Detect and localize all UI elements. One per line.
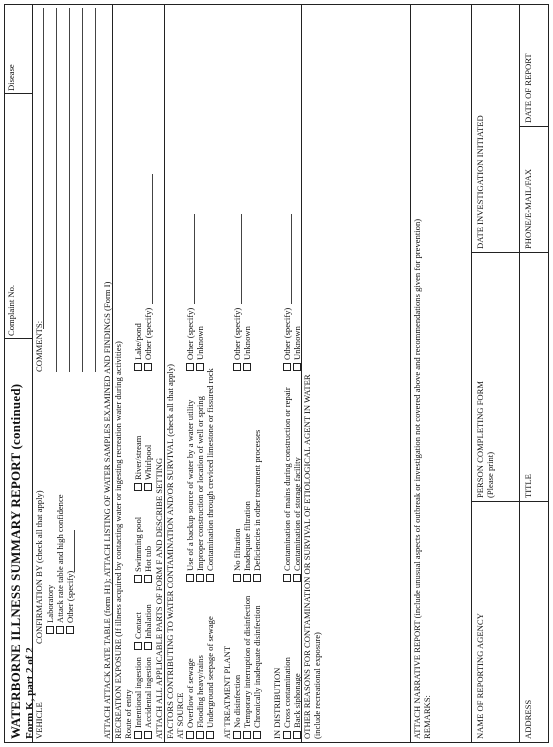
checkbox-icon	[253, 731, 261, 739]
checkbox-icon	[144, 363, 152, 371]
checkbox-label: Other (specify)	[185, 307, 195, 360]
checkbox-label: No filtration	[232, 528, 242, 571]
checkbox-label: Contamination through creviced limestone or fissured rock	[205, 368, 215, 571]
checkbox-label: Whirlpool	[143, 444, 153, 480]
checkbox-mains-contamination[interactable]	[282, 387, 292, 582]
checkbox-icon	[233, 574, 241, 582]
divider	[4, 93, 32, 94]
checkbox-label: Chronically inadequate disinfection	[252, 605, 262, 728]
checkbox-chronic-disinfection[interactable]	[252, 605, 262, 739]
checkbox-label: Laboratory	[45, 584, 55, 623]
checkbox-icon	[196, 574, 204, 582]
divider	[519, 126, 549, 127]
checkbox-icon	[144, 483, 152, 491]
checkbox-other[interactable]	[65, 571, 75, 634]
checkbox-icon	[134, 575, 142, 583]
person-completing-label: PERSON COMPLETING FORM	[475, 381, 485, 498]
checkbox-no-filtration[interactable]	[232, 528, 242, 582]
checkbox-icon	[206, 574, 214, 582]
other-specify-line[interactable]	[194, 214, 195, 304]
checkbox-label: Contamination of mains during construction or repair	[282, 387, 292, 571]
checkbox-label: Overflow of sewage	[185, 658, 195, 728]
checkbox-label: Deficiencies in other treatment processes	[252, 429, 262, 571]
checkbox-other-deficiencies[interactable]	[252, 430, 262, 582]
checkbox-inhalation[interactable]	[143, 604, 153, 650]
other-specify-line[interactable]	[291, 214, 292, 304]
checkbox-icon	[243, 574, 251, 582]
recreation-exposure-heading: RECREATION EXPOSURE (If illness acquired by contacting water or ingesting recreation water during activities)	[113, 341, 123, 739]
checkbox-icon	[196, 363, 204, 371]
comments-label: COMMENTS:	[34, 320, 44, 372]
date-initiated-label: DATE INVESTIGATION INITIATED	[475, 115, 485, 249]
title-label: TITLE	[523, 474, 533, 498]
checkbox-label: Swimming pool	[133, 516, 143, 572]
comments-line[interactable]	[43, 8, 44, 329]
checkbox-label: Other (specify)	[65, 570, 75, 623]
checkbox-label: Temporary interruption of disinfection	[242, 595, 252, 728]
checkbox-icon	[253, 574, 261, 582]
checkbox-icon	[186, 574, 194, 582]
checkbox-whirlpool[interactable]	[143, 445, 153, 491]
checkbox-icon	[46, 626, 54, 634]
checkbox-label: Underground seepage of sewage	[205, 616, 215, 728]
form-subtitle: Form K, part 2 of 2	[24, 647, 36, 739]
checkbox-no-disinfection[interactable]	[232, 675, 242, 739]
other-reasons-heading: OTHER REASONS FOR CONTAMINATION OR SURVIVAL OF ETIOLOGICAL AGENT IN WATER	[302, 374, 312, 739]
checkbox-label: No disinfection	[232, 674, 242, 728]
in-distribution-label: IN DISTRIBUTION	[272, 667, 282, 739]
checkbox-icon	[134, 731, 142, 739]
checkbox-icon	[144, 575, 152, 583]
checkbox-cross-contamination[interactable]	[282, 657, 292, 739]
checkbox-contact[interactable]	[133, 612, 143, 650]
divider	[410, 4, 411, 743]
checkbox-temporary-interruption[interactable]	[242, 596, 252, 739]
checkbox-label: Attack rate table and high confidence	[55, 494, 65, 623]
checkbox-label: Unknown	[195, 326, 205, 360]
checkbox-icon	[293, 574, 301, 582]
checkbox-icon	[233, 731, 241, 739]
checkbox-icon	[206, 731, 214, 739]
reporting-agency-label: NAME OF REPORTING AGENCY	[475, 613, 485, 739]
checkbox-label: Unknown	[242, 326, 252, 360]
checkbox-label: Contamination of storage facility	[292, 457, 302, 571]
checkbox-distribution-other[interactable]	[282, 308, 292, 371]
other-specify-line[interactable]	[74, 530, 75, 572]
checkbox-icon	[243, 731, 251, 739]
checkbox-lake-pond[interactable]	[133, 323, 143, 371]
complaint-number-label: Complaint No.	[6, 284, 16, 336]
checkbox-hot-tub[interactable]	[143, 546, 153, 583]
route-of-entry-label: Route of entry	[123, 689, 133, 739]
checkbox-icon	[186, 731, 194, 739]
checkbox-icon	[233, 363, 241, 371]
comments-line[interactable]	[56, 8, 57, 372]
checkbox-icon	[134, 483, 142, 491]
checkbox-creviced-limestone[interactable]	[205, 368, 215, 582]
at-source-label: AT SOURCE	[175, 692, 185, 739]
address-label: ADDRESS	[523, 699, 533, 739]
checkbox-overflow-sewage[interactable]	[185, 658, 195, 739]
checkbox-improper-construction[interactable]	[195, 396, 205, 582]
other-specify-line[interactable]	[152, 174, 153, 304]
other-specify-line[interactable]	[241, 214, 242, 304]
narrative-instructions: ATTACH NARRATIVE REPORT (include unusual aspects of outbreak or investigation not covered above and recommendations given for prevention)	[412, 218, 422, 739]
checkbox-icon	[134, 642, 142, 650]
checkbox-icon	[186, 363, 194, 371]
form-border	[4, 4, 549, 743]
checkbox-label: Contact	[133, 612, 143, 639]
checkbox-other-specify[interactable]	[143, 308, 153, 371]
attach-form-f-text: ATTACH ALL APPLICABLE PARTS OF FORM F AND DESCRIBE SETTING	[154, 457, 164, 739]
checkbox-icon	[196, 731, 204, 739]
checkbox-label: Accidental ingestion	[143, 657, 153, 728]
attach-attack-rate-text: ATTACH ATTACK RATE TABLE (form H1); ATTACH LISTING OF WATER SAMPLES EXAMINED AND FINDINGS (Form I)	[102, 281, 112, 739]
remarks-label: REMARKS:	[422, 695, 432, 739]
checkbox-label: Intentional ingestion	[133, 657, 143, 728]
disease-label: Disease	[6, 64, 16, 91]
checkbox-icon	[293, 731, 301, 739]
divider	[519, 4, 520, 743]
form-title: WATERBORNE ILLNESS SUMMARY REPORT (continued)	[8, 383, 23, 739]
confirmation-heading: CONFIRMATION BY (check all that apply)	[34, 490, 44, 644]
divider	[471, 252, 549, 253]
checkbox-inadequate-filtration[interactable]	[242, 501, 252, 582]
vehicle-label: VEHICLE	[34, 702, 44, 739]
checkbox-label: Other (specify)	[232, 307, 242, 360]
checkbox-underground-seepage[interactable]	[205, 616, 215, 739]
factors-heading: FACTORS CONTRIBUTING TO WATER CONTAMINATION AND/OR SURVIVAL (check all that apply)	[165, 364, 175, 739]
checkbox-label: Lake/pond	[133, 323, 143, 360]
checkbox-icon	[66, 626, 74, 634]
checkbox-backup-source[interactable]	[185, 400, 195, 582]
checkbox-source-other[interactable]	[185, 308, 195, 371]
comments-line[interactable]	[69, 8, 70, 372]
checkbox-icon	[283, 574, 291, 582]
checkbox-label: Improper construction or location of well or spring	[195, 396, 205, 571]
checkbox-source-unknown[interactable]	[195, 326, 205, 371]
phone-label: PHONE/E-MAIL/FAX	[523, 168, 533, 249]
checkbox-label: Other (specify)	[282, 307, 292, 360]
checkbox-accidental-ingestion[interactable]	[143, 657, 153, 739]
checkbox-label: Back siphonage	[292, 673, 302, 728]
checkbox-icon	[134, 363, 142, 371]
checkbox-attack-rate[interactable]	[55, 494, 65, 634]
checkbox-icon	[144, 642, 152, 650]
checkbox-label: Other (specify)	[143, 307, 153, 360]
checkbox-icon	[56, 626, 64, 634]
date-of-report-label: DATE OF REPORT	[523, 53, 533, 123]
checkbox-treatment-unknown[interactable]	[242, 326, 252, 371]
comments-line[interactable]	[82, 8, 83, 372]
checkbox-river-stream[interactable]	[133, 436, 143, 491]
checkbox-label: Flooding heavy/rains	[195, 655, 205, 728]
divider	[4, 338, 32, 339]
checkbox-icon	[283, 363, 291, 371]
checkbox-icon	[243, 363, 251, 371]
checkbox-intentional-ingestion[interactable]	[133, 657, 143, 739]
divider	[471, 4, 472, 743]
checkbox-icon	[144, 731, 152, 739]
checkbox-laboratory[interactable]	[45, 585, 55, 634]
checkbox-label: Inhalation	[143, 604, 153, 639]
divider	[471, 501, 549, 502]
checkbox-label: Inadequate filtration	[242, 501, 252, 571]
divider	[32, 4, 33, 743]
checkbox-label: Use of a backup source of water by a water utility	[185, 399, 195, 571]
other-reasons-note: (include recreational exposure)	[312, 632, 322, 739]
comments-line[interactable]	[95, 8, 96, 372]
checkbox-label: Hot tub	[143, 545, 153, 572]
checkbox-swimming-pool[interactable]	[133, 517, 143, 583]
at-treatment-label: AT TREATMENT PLANT	[222, 645, 232, 739]
checkbox-label: Cross contamination	[282, 657, 292, 728]
checkbox-label: Unknown	[292, 326, 302, 360]
checkbox-icon	[283, 731, 291, 739]
checkbox-flooding[interactable]	[195, 655, 205, 739]
checkbox-treatment-other[interactable]	[232, 308, 242, 371]
please-print-note: (Please print)	[485, 451, 495, 498]
checkbox-icon	[293, 363, 301, 371]
checkbox-label: River/stream	[133, 435, 143, 480]
